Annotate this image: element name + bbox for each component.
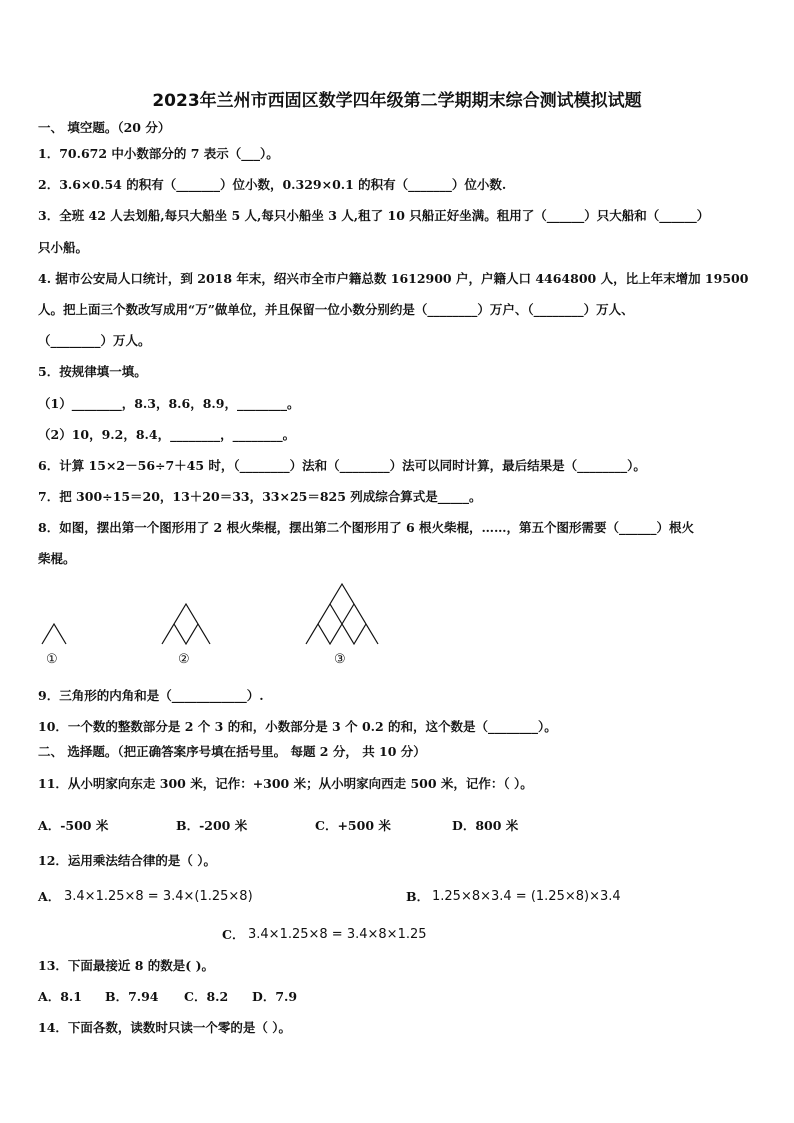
- question-12-option-a-label: A．: [38, 889, 61, 904]
- figure-1-label: ①: [46, 652, 58, 667]
- question-5: 5．按规律填一填。: [38, 364, 147, 379]
- question-3-line-2: 只小船。: [38, 240, 89, 255]
- question-13-option-a: A．8.1: [38, 989, 82, 1004]
- question-4-line-3: （________）万人。: [38, 333, 151, 348]
- figure-3-inner-low: [318, 624, 366, 644]
- figure-1-shape: [42, 624, 66, 644]
- question-13-option-d: D．7.9: [252, 989, 298, 1004]
- question-2: 2．3.6×0.54 的积有（_______）位小数，0.329×0.1 的积有（_______）位小数.: [38, 177, 507, 192]
- question-9: 9．三角形的内角和是（____________）.: [38, 688, 264, 703]
- question-13-option-c: C．8.2: [184, 989, 229, 1004]
- question-8-line-1: 8．如图，摆出第一个图形用了 2 根火柴棍，摆出第二个图形用了 6 根火柴棍，……，第五个图形需要（______）根火: [38, 520, 695, 535]
- question-12-option-a: 3.4×1.25×8 = 3.4×(1.25×8): [64, 889, 253, 904]
- question-1: 1．70.672 中小数部分的 7 表示（___）。: [38, 146, 279, 161]
- question-4-line-2: 人。把上面三个数改写成用“万”做单位，并且保留一位小数分别约是（________）万户、（________）万人、: [38, 302, 634, 317]
- figure-3-outer: [306, 584, 378, 644]
- question-11-option-b: B．-200 米: [176, 818, 248, 833]
- question-12-option-c: 3.4×1.25×8 = 3.4×8×1.25: [248, 927, 427, 942]
- question-12-options-row-1: [38, 889, 763, 907]
- question-12-option-b: 1.25×8×3.4 = (1.25×8)×3.4: [432, 889, 621, 904]
- question-8-line-2: 柴棍。: [38, 551, 76, 566]
- page-title: 2023年兰州市西固区数学四年级第二学期期末综合测试模拟试题: [152, 91, 642, 111]
- matchstick-figures-drawing: [30, 580, 430, 650]
- question-4-line-1: 4. 据市公安局人口统计，到 2018 年末，绍兴市全市户籍总数 1612900 户，户籍人口 4464800 人，比上年末增加 19500: [38, 271, 749, 286]
- question-13: 13．下面最接近 8 的数是( )。: [38, 958, 214, 973]
- question-12: 12．运用乘法结合律的是（ ）。: [38, 853, 216, 868]
- question-12-options-row-2: [38, 927, 763, 945]
- figure-2-inner: [174, 624, 198, 644]
- section-1-header: 一、 填空题。（20 分）: [38, 120, 171, 135]
- section-2-header: 二、 选择题。（把正确答案序号填在括号里。 每题 2 分， 共 10 分）: [38, 744, 426, 759]
- question-14: 14．下面各数，读数时只读一个零的是（ ）。: [38, 1020, 291, 1035]
- matchstick-figures: [30, 580, 430, 672]
- question-12-option-c-label: C．: [222, 927, 245, 942]
- question-11-option-a: A．-500 米: [38, 818, 109, 833]
- question-5-part-1: （1）________，8.3，8.6，8.9，________。: [38, 396, 300, 411]
- question-12-option-b-label: B．: [406, 889, 430, 904]
- question-13-options: [38, 989, 763, 1005]
- question-7: 7．把 300÷15＝20，13＋20＝33，33×25＝825 列成综合算式是_____。: [38, 489, 482, 504]
- question-11-option-d: D．800 米: [452, 818, 519, 833]
- figure-3-inner-high: [330, 604, 354, 624]
- figure-2-label: ②: [178, 652, 190, 667]
- question-11: 11．从小明家向东走 300 米，记作：+300 米；从小明家向西走 500 米，记作：（ ）。: [38, 776, 533, 791]
- question-10: 10．一个数的整数部分是 2 个 3 的和，小数部分是 3 个 0.2 的和，这个数是（________）。: [38, 719, 557, 734]
- question-5-part-2: （2）10，9.2，8.4，________，________。: [38, 427, 296, 442]
- figure-2-outer: [162, 604, 210, 644]
- question-3-line-1: 3．全班 42 人去划船,每只大船坐 5 人,每只小船坐 3 人,租了 10 只船正好坐满。租用了（______）只大船和（______）: [38, 208, 710, 223]
- question-11-option-c: C．+500 米: [315, 818, 391, 833]
- question-6: 6．计算 15×2－56÷7＋45 时，（________）法和（________）法可以同时计算，最后结果是（________）。: [38, 458, 646, 473]
- figure-3-label: ③: [334, 652, 346, 667]
- question-11-options: [38, 818, 763, 834]
- question-13-option-b: B．7.94: [105, 989, 159, 1004]
